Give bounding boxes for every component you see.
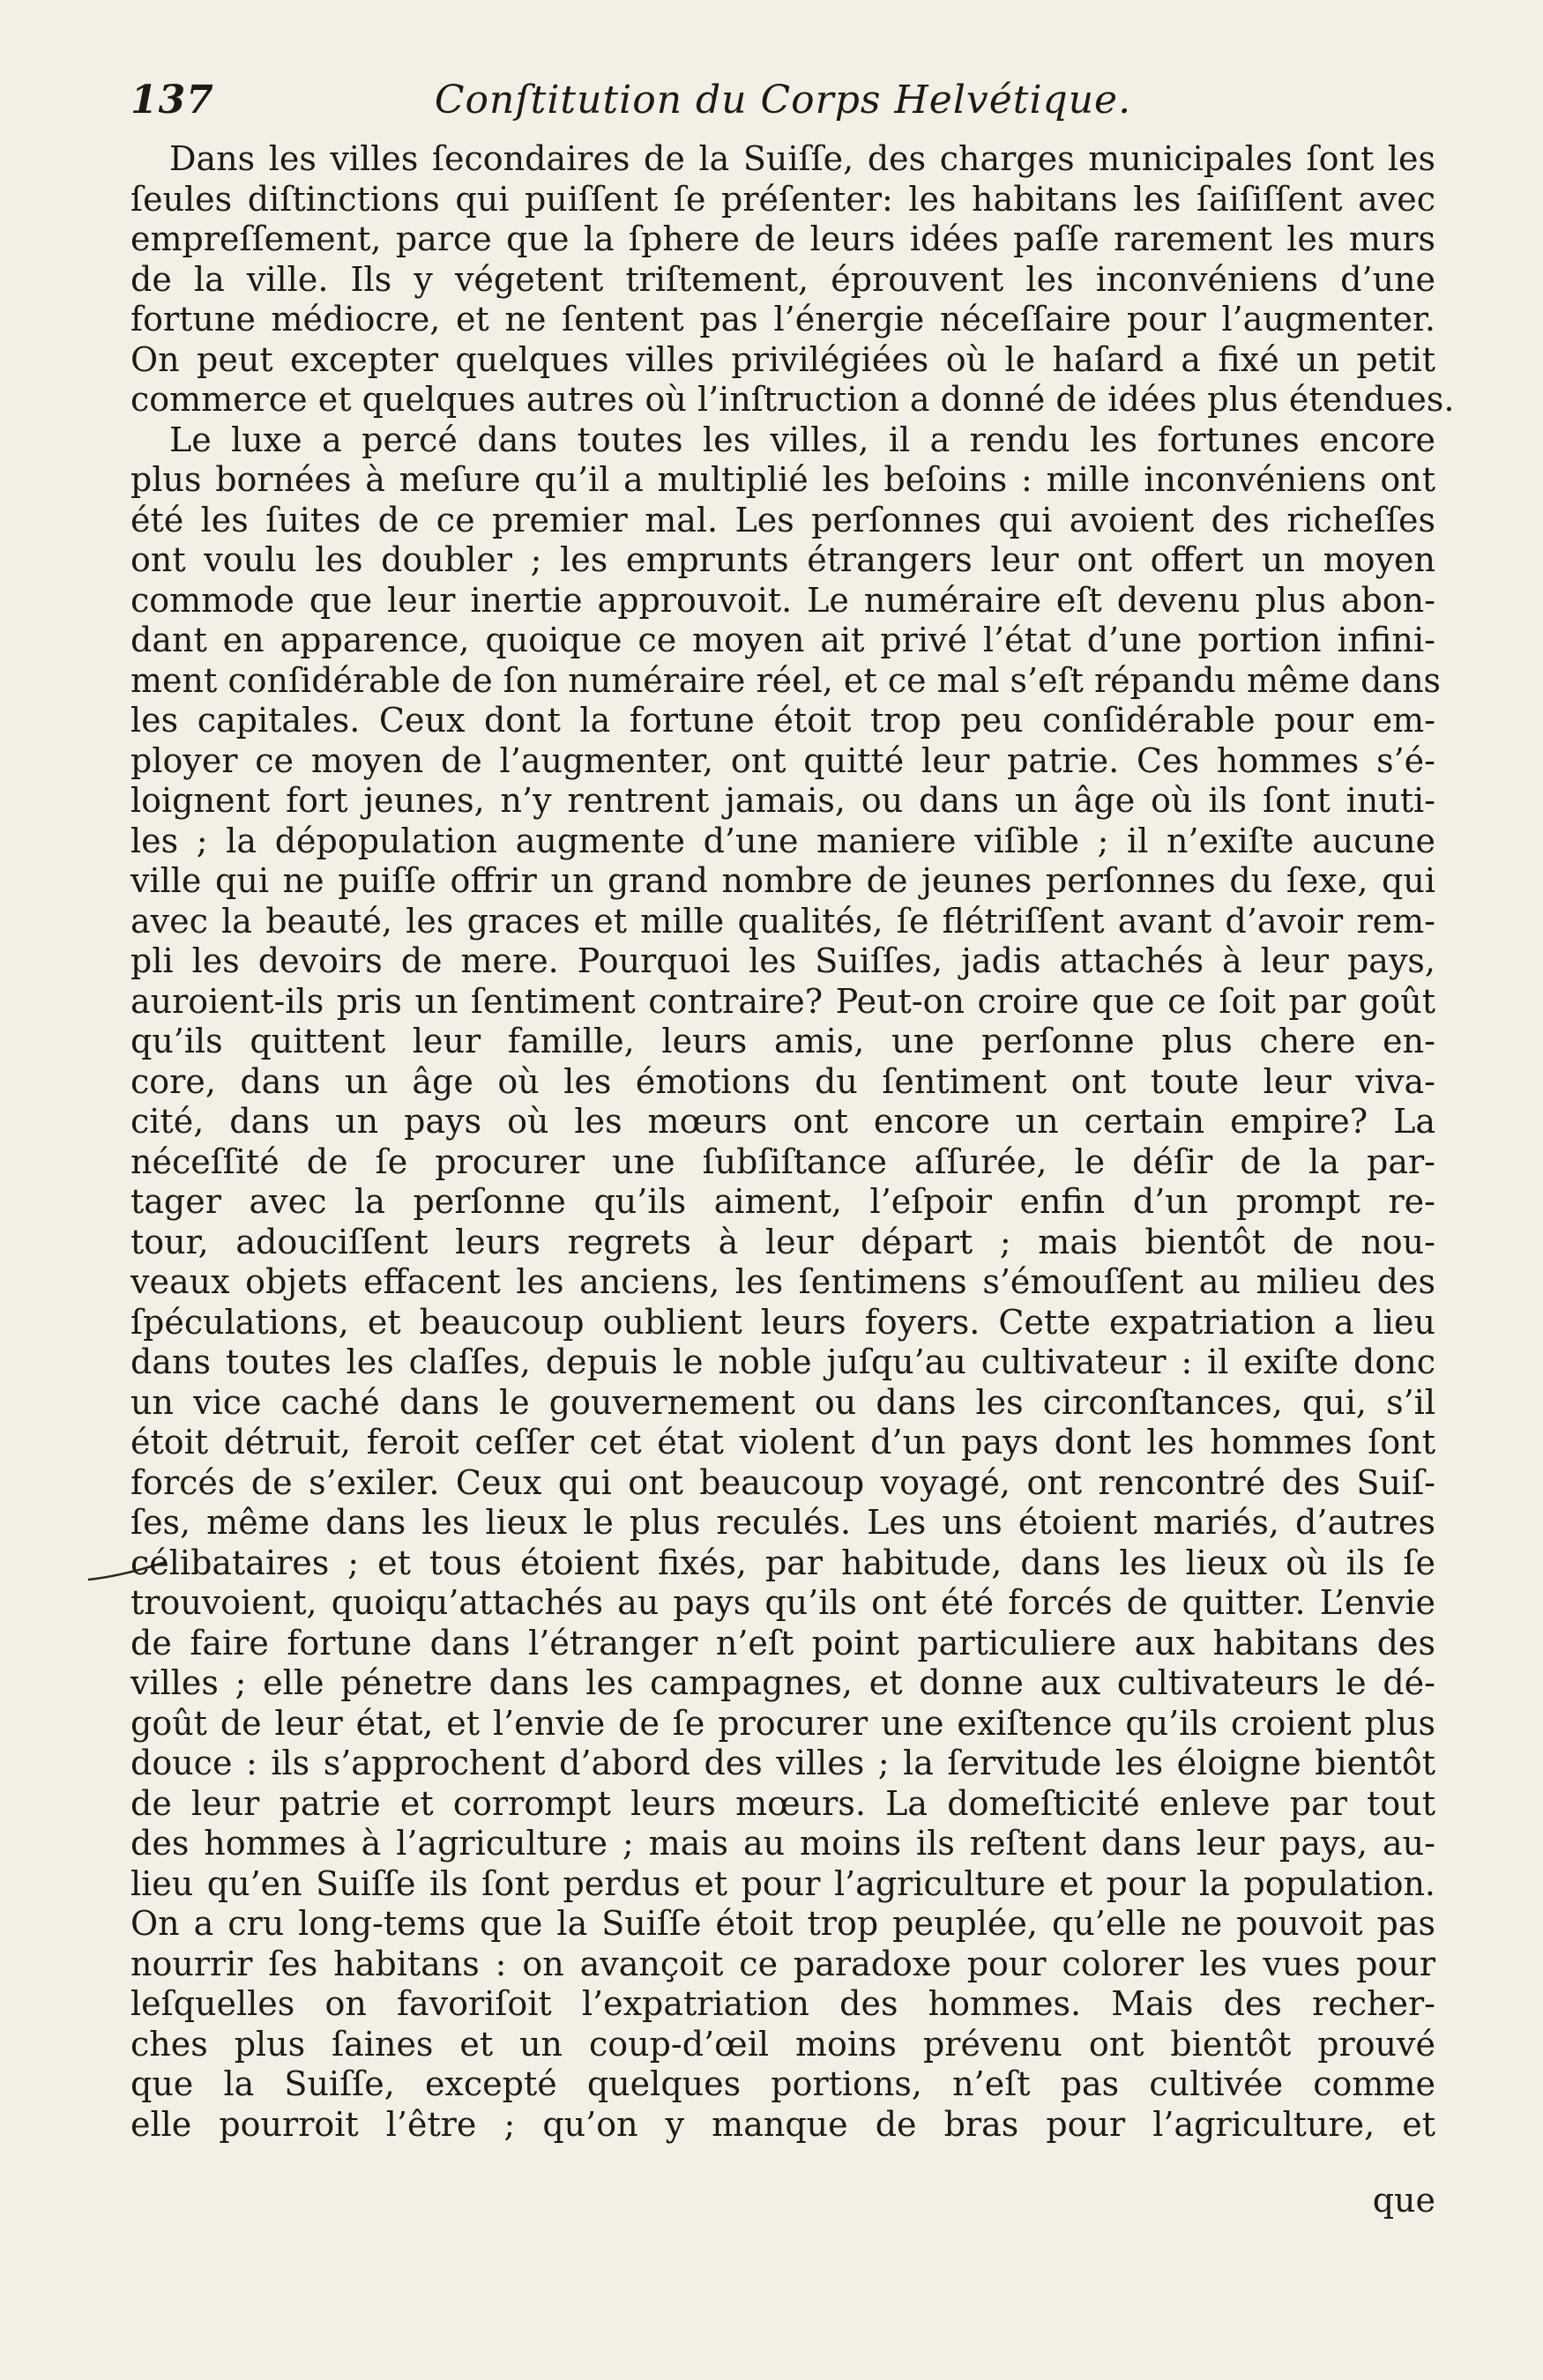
page-number: 137 <box>130 78 214 123</box>
text-line-15: les capitales. Ceux dont la fortune étoit trop peu conſidérable pour em- <box>130 701 1435 740</box>
text-line-2: ſeules diſtinctions qui puiſſent ſe préſenter: les habitans les ſaiſiſſent avec <box>130 179 1435 219</box>
text-line-7: commerce et quelques autres où l’inſtruction a donné de idées plus étendues. <box>130 380 1455 419</box>
text-line-18: les ; la dépopulation augmente d’une maniere viſible ; il n’exiſte aucune <box>130 821 1435 860</box>
text-line-22: auroient-ils pris un ſentiment contraire? Peut-on croire que ce ſoit par goût <box>130 981 1435 1021</box>
text-line-25: cité, dans un pays où les mœurs ont encore un certain empire? La <box>130 1102 1435 1141</box>
text-line-11: ont voulu les doubler ; les emprunts étrangers leur ont offert un moyen <box>130 540 1435 579</box>
text-line-44: lieu qu’en Suiſſe ils ſont perdus et pour l’agriculture et pour la population. <box>130 1863 1435 1903</box>
text-line-30: ſpéculations, et beaucoup oublient leurs foyers. Cette expatriation a lieu <box>130 1302 1435 1342</box>
running-title: Conſtitution du Corps Helvétique. <box>434 78 1132 123</box>
text-line-31: dans toutes les claſſes, depuis le noble juſqu’au cultivateur : il exiſte donc <box>130 1342 1435 1381</box>
text-line-5: fortune médiocre, et ne ſentent pas l’énergie néceſſaire pour l’augmenter. <box>130 300 1435 338</box>
text-line-42: de leur patrie et corrompt leurs mœurs. La domeſticité enleve par tout <box>130 1783 1435 1823</box>
text-line-20: avec la beauté, les graces et mille qualités, ſe flétriſſent avant d’avoir rem- <box>130 901 1435 941</box>
text-line-43: des hommes à l’agriculture ; mais au moins ils reſtent dans leur pays, au- <box>130 1824 1435 1863</box>
text-line-45: On a cru long-tems que la Suiſſe étoit trop peuplée, qu’elle ne pouvoit pas <box>130 1904 1435 1943</box>
text-line-28: tour, adouciſſent leurs regrets à leur départ ; mais bientôt de nou- <box>130 1222 1435 1261</box>
text-line-46: nourrir ſes habitans : on avançoit ce paradoxe pour colorer les vues pour <box>130 1944 1435 1983</box>
text-line-16: ployer ce moyen de l’augmenter, ont quitté leur patrie. Ces hommes s’é- <box>130 740 1435 780</box>
text-line-39: villes ; elle pénetre dans les campagnes, et donne aux cultivateurs le dé- <box>130 1663 1435 1702</box>
text-line-48: ches plus ſaines et un coup-d’œil moins prévenu ont bientôt prouvé <box>130 2024 1435 2064</box>
text-line-41: douce : ils s’approchent d’abord des villes ; la ſervitude les éloigne bientôt <box>130 1744 1435 1782</box>
text-line-3: empreſſement, parce que la ſphere de leurs idées paſſe rarement les murs <box>130 219 1435 258</box>
text-line-33: étoit détruit, feroit ceſſer cet état violent d’un pays dont les hommes ſont <box>130 1423 1435 1461</box>
text-line-12: commode que leur inertie approuvoit. Le numéraire eſt devenu plus abon- <box>130 580 1435 620</box>
text-line-13: dant en apparence, quoique ce moyen ait privé l’état d’une portion infini- <box>130 621 1435 659</box>
text-line-19: ville qui ne puiſſe offrir un grand nombre de jeunes perſonnes du ſexe, qui <box>130 861 1435 900</box>
text-line-32: un vice caché dans le gouvernement ou dans les circonſtances, qui, s’il <box>130 1382 1435 1422</box>
text-line-24: core, dans un âge où les émotions du ſentiment ont toute leur viva- <box>130 1061 1435 1101</box>
text-line-6: On peut excepter quelques villes privilégiées où le haſard a fixé un petit <box>130 339 1435 379</box>
text-line-49: que la Suiſſe, excepté quelques portions, n’eſt pas cultivée comme <box>130 2064 1435 2103</box>
text-line-50: elle pourroit l’être ; qu’on y manque de bras pour l’agriculture, et <box>130 2104 1435 2144</box>
body-text <box>130 139 1455 2145</box>
text-line-21: pli les devoirs de mere. Pourquoi les Suiſſes, jadis attachés à leur pays, <box>130 941 1435 980</box>
text-line-47: leſquelles on favoriſoit l’expatriation des hommes. Mais des recher- <box>130 1984 1435 2023</box>
text-line-4: de la ville. Ils y végetent triſtement, éprouvent les inconvéniens d’une <box>130 259 1435 299</box>
text-line-40: goût de leur état, et l’envie de ſe procurer une exiſtence qu’ils croient plus <box>130 1703 1435 1743</box>
text-line-9: plus bornées à meſure qu’il a multiplié les beſoins : mille inconvéniens ont <box>130 460 1435 499</box>
text-line-8: Le luxe a percé dans toutes les villes, il a rendu les fortunes encore <box>169 420 1435 459</box>
catchword: que <box>1372 2181 1435 2220</box>
text-line-1: Dans les villes ſecondaires de la Suiſſe, des charges municipales ſont les <box>169 139 1435 178</box>
text-line-23: qu’ils quittent leur famille, leurs amis, une perſonne plus chere en- <box>130 1022 1435 1060</box>
text-line-10: été les ſuites de ce premier mal. Les perſonnes qui avoient des richeſſes <box>130 500 1435 539</box>
page-header <box>130 78 1435 139</box>
text-line-14: ment conſidérable de ſon numéraire réel, et ce mal s’eſt répandu même dans <box>130 660 1442 700</box>
text-line-26: néceſſité de ſe procurer une ſubſiſtance aſſurée, le déſir de la par- <box>130 1142 1435 1181</box>
text-line-34: forcés de s’exiler. Ceux qui ont beaucoup voyagé, ont rencontré des Suiſ- <box>130 1462 1435 1502</box>
text-line-29: veaux objets effacent les anciens, les ſentimens s’émouſſent au milieu des <box>130 1262 1435 1301</box>
text-line-38: de faire fortune dans l’étranger n’eſt point particuliere aux habitans des <box>130 1623 1435 1662</box>
text-line-27: tager avec la perſonne qu’ils aiment, l’eſpoir enfin d’un prompt re- <box>130 1182 1435 1221</box>
text-line-35: ſes, même dans les lieux le plus reculés. Les uns étoient mariés, d’autres <box>130 1503 1435 1542</box>
text-line-37: trouvoient, quoiqu’attachés au pays qu’ils ont été forcés de quitter. L’envie <box>130 1583 1435 1622</box>
text-line-17: loignent fort jeunes, n’y rentrent jamais, ou dans un âge où ils ſont inuti- <box>130 781 1435 820</box>
text-line-36: célibataires ; et tous étoient fixés, par habitude, dans les lieux où ils ſe <box>130 1543 1435 1582</box>
